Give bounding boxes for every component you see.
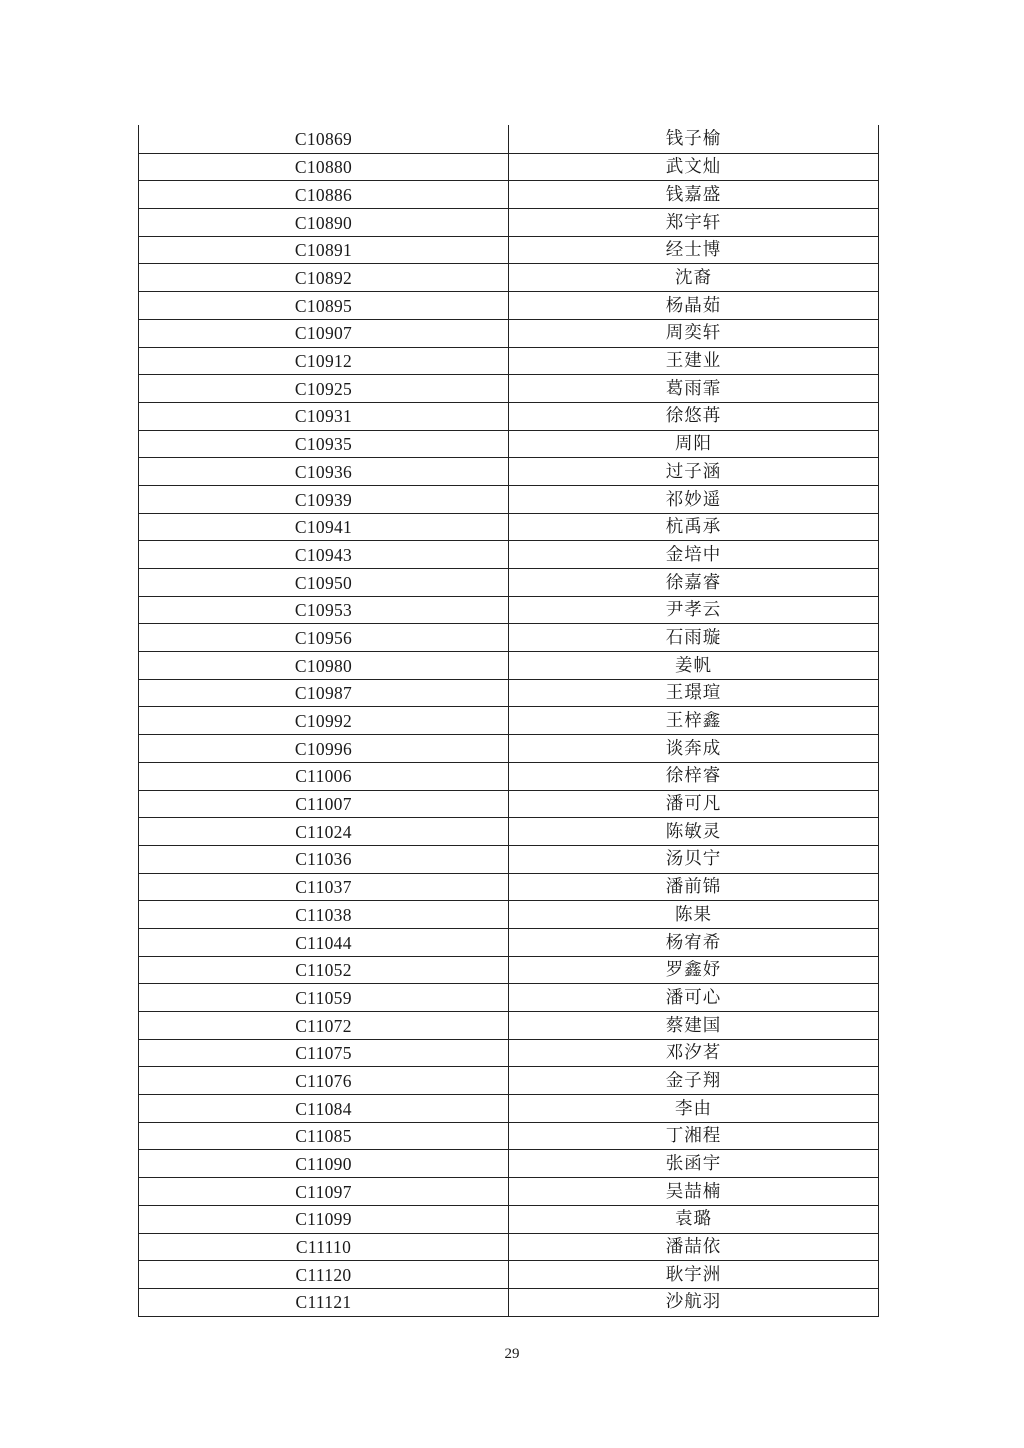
student-id-cell: C10980 — [139, 652, 509, 679]
student-name-cell: 沈裔 — [675, 268, 712, 289]
student-name-cell: 郑宇轩 — [665, 212, 722, 233]
student-id-cell: C11121 — [139, 1289, 509, 1316]
student-name-cell: 杨宥希 — [665, 932, 722, 953]
table-row — [139, 651, 878, 679]
student-name-cell: 邓汐茗 — [665, 1043, 722, 1064]
table-row — [139, 817, 878, 845]
student-id-cell: C11006 — [139, 763, 509, 790]
student-id-cell: C11036 — [139, 846, 509, 873]
table-row — [139, 374, 878, 402]
table-row — [139, 1149, 878, 1177]
table-row — [139, 430, 878, 458]
student-id-cell: C10956 — [139, 624, 509, 651]
student-id-cell: C10890 — [139, 209, 509, 236]
student-id-cell: C11075 — [139, 1040, 509, 1067]
table-row — [139, 873, 878, 901]
student-id-cell: C11044 — [139, 929, 509, 956]
table-row — [139, 900, 878, 928]
student-id-cell: C11037 — [139, 874, 509, 901]
student-id-cell: C10880 — [139, 154, 509, 181]
table-row — [139, 1288, 878, 1316]
table-row — [139, 402, 878, 430]
student-id-cell: C11097 — [139, 1178, 509, 1205]
table-row — [139, 540, 878, 568]
table-row — [139, 956, 878, 984]
table-row — [139, 319, 878, 347]
student-id-cell: C10912 — [139, 348, 509, 375]
student-name-cell: 蔡建国 — [665, 1015, 722, 1036]
student-name-cell: 汤贝宁 — [665, 849, 722, 870]
table-row — [139, 1011, 878, 1039]
student-id-cell: C11076 — [139, 1067, 509, 1094]
student-name-cell: 金培中 — [665, 544, 722, 565]
student-id-cell: C10886 — [139, 181, 509, 208]
table-row — [139, 1233, 878, 1261]
student-name-cell: 葛雨霏 — [665, 378, 722, 399]
table-row — [139, 623, 878, 651]
student-name-cell: 钱嘉盛 — [665, 184, 722, 205]
student-name-cell: 谈奔成 — [665, 738, 722, 759]
table-row — [139, 291, 878, 319]
student-id-cell: C11090 — [139, 1150, 509, 1177]
student-name-cell: 王梓鑫 — [665, 711, 722, 732]
student-name-cell: 吴喆楠 — [665, 1181, 722, 1202]
student-id-cell: C11072 — [139, 1012, 509, 1039]
student-name-cell: 徐嘉睿 — [665, 572, 722, 593]
table-row — [139, 679, 878, 707]
student-name-cell: 钱子榆 — [665, 129, 722, 150]
student-id-cell: C11120 — [139, 1261, 509, 1288]
table-row — [139, 1205, 878, 1233]
table-row — [139, 706, 878, 734]
student-id-cell: C11024 — [139, 818, 509, 845]
table-row — [139, 1177, 878, 1205]
student-id-cell: C10895 — [139, 292, 509, 319]
table-row — [139, 762, 878, 790]
table-row — [139, 347, 878, 375]
table-row — [139, 596, 878, 624]
student-name-cell: 杨晶茹 — [665, 295, 722, 316]
student-id-cell: C10950 — [139, 569, 509, 596]
student-name-cell: 潘可凡 — [665, 794, 722, 815]
student-name-cell: 潘可心 — [665, 987, 722, 1008]
student-id-cell: C10931 — [139, 403, 509, 430]
student-id-cell: C11110 — [139, 1234, 509, 1261]
student-id-cell: C10941 — [139, 514, 509, 541]
student-id-cell: C10996 — [139, 735, 509, 762]
student-name-cell: 祁妙遥 — [665, 489, 722, 510]
table-row — [139, 457, 878, 485]
student-name-cell: 尹孝云 — [665, 600, 722, 621]
student-name-cell: 经士博 — [665, 240, 722, 261]
student-id-cell: C10953 — [139, 597, 509, 624]
student-name-cell: 王建业 — [665, 351, 722, 372]
page-number: 29 — [504, 1346, 520, 1362]
table-row — [139, 125, 878, 153]
student-id-cell: C10987 — [139, 680, 509, 707]
student-name-cell: 李由 — [675, 1098, 712, 1119]
student-name-cell: 徐悠苒 — [665, 406, 722, 427]
student-id-cell: C10907 — [139, 320, 509, 347]
table-row — [139, 1094, 878, 1122]
student-name-cell: 过子涵 — [665, 461, 722, 482]
student-name-cell: 陈敏灵 — [665, 821, 722, 842]
student-name-cell: 张函宇 — [665, 1154, 722, 1175]
student-name-cell: 潘喆依 — [665, 1237, 722, 1258]
table-row — [139, 928, 878, 956]
table-row — [139, 983, 878, 1011]
table-row — [139, 180, 878, 208]
student-name-cell: 石雨璇 — [665, 627, 722, 648]
student-name-cell: 耿宇洲 — [665, 1264, 722, 1285]
table-row — [139, 208, 878, 236]
student-name-cell: 罗鑫妤 — [665, 960, 722, 981]
table-row — [139, 236, 878, 264]
student-name-cell: 金子翔 — [665, 1070, 722, 1091]
student-name-cell: 王璟瑄 — [665, 683, 722, 704]
student-name-cell: 丁湘程 — [665, 1126, 722, 1147]
student-id-cell: C10936 — [139, 458, 509, 485]
student-name-cell: 杭禹承 — [665, 517, 722, 538]
student-id-cell: C11099 — [139, 1206, 509, 1233]
student-id-cell: C10935 — [139, 431, 509, 458]
student-id-cell: C10939 — [139, 486, 509, 513]
table-row — [139, 568, 878, 596]
table-row — [139, 263, 878, 291]
student-id-cell: C11084 — [139, 1095, 509, 1122]
roster-table — [138, 125, 879, 1317]
table-row — [139, 153, 878, 181]
table-row — [139, 1122, 878, 1150]
student-name-cell: 陈果 — [675, 904, 712, 925]
table-row — [139, 485, 878, 513]
student-id-cell: C10891 — [139, 237, 509, 264]
student-name-cell: 周奕轩 — [665, 323, 722, 344]
student-name-cell: 袁璐 — [675, 1209, 712, 1230]
student-id-cell: C10992 — [139, 707, 509, 734]
table-row — [139, 1260, 878, 1288]
student-id-cell: C11085 — [139, 1123, 509, 1150]
student-name-cell: 沙航羽 — [665, 1292, 722, 1313]
student-name-cell: 周阳 — [675, 434, 712, 455]
student-name-cell: 武文灿 — [665, 157, 722, 178]
student-id-cell: C11007 — [139, 791, 509, 818]
student-id-cell: C10925 — [139, 375, 509, 402]
student-id-cell: C10869 — [139, 125, 509, 153]
student-id-cell: C10943 — [139, 541, 509, 568]
student-id-cell: C11052 — [139, 957, 509, 984]
student-name-cell: 徐梓睿 — [665, 766, 722, 787]
table-row — [139, 513, 878, 541]
student-name-cell: 潘前锦 — [665, 877, 722, 898]
student-id-cell: C10892 — [139, 264, 509, 291]
student-name-cell: 姜帆 — [675, 655, 712, 676]
table-row — [139, 734, 878, 762]
table-row — [139, 845, 878, 873]
table-row — [139, 790, 878, 818]
table-row — [139, 1039, 878, 1067]
student-id-cell: C11059 — [139, 984, 509, 1011]
student-id-cell: C11038 — [139, 901, 509, 928]
table-row — [139, 1066, 878, 1094]
